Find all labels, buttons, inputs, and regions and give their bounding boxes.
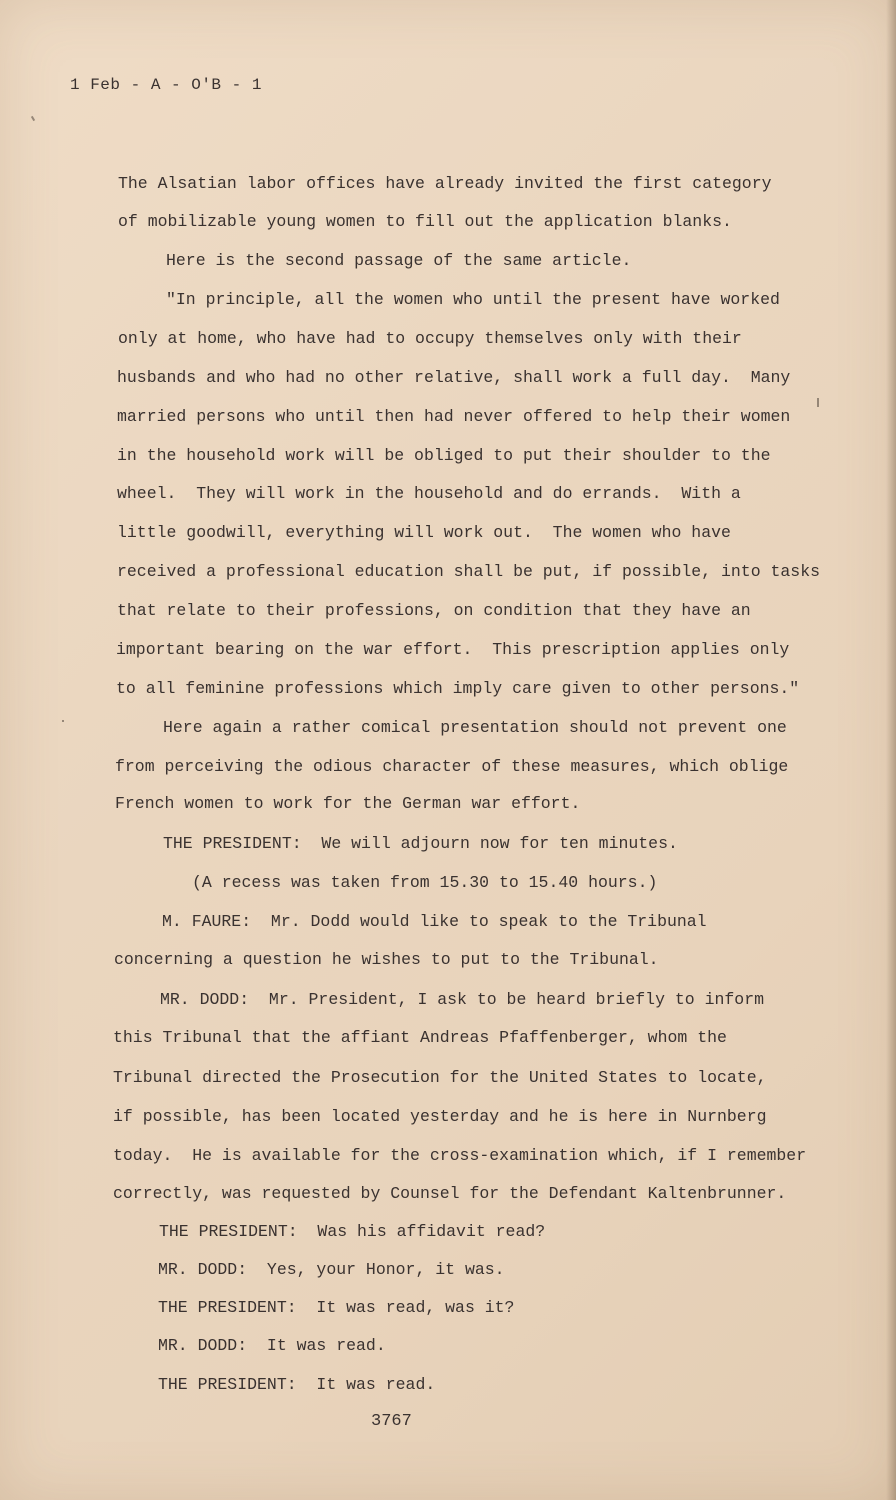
paper-speck	[817, 398, 819, 407]
transcript-line: Tribunal directed the Prosecution for the United States to locate,	[113, 1068, 767, 1087]
page-number: 3767	[371, 1412, 412, 1431]
paper-speck	[62, 720, 64, 722]
transcript-line: married persons who until then had never offered to help their women	[117, 407, 791, 426]
transcript-line: wheel. They will work in the household and do errands. With a	[117, 484, 741, 503]
transcript-line: The Alsatian labor offices have already invited the first category	[118, 174, 772, 193]
transcript-line: only at home, who have had to occupy themselves only with their	[118, 329, 742, 348]
transcript-line: correctly, was requested by Counsel for the Defendant Kaltenbrunner.	[113, 1184, 787, 1203]
transcript-line: THE PRESIDENT: We will adjourn now for ten minutes.	[163, 834, 678, 853]
transcript-line: this Tribunal that the affiant Andreas Pfaffenberger, whom the	[113, 1028, 727, 1047]
transcript-line: THE PRESIDENT: It was read.	[158, 1375, 436, 1394]
transcript-line: little goodwill, everything will work out. The women who have	[117, 523, 731, 542]
transcript-line: from perceiving the odious character of these measures, which oblige	[115, 757, 789, 776]
transcript-line: THE PRESIDENT: Was his affidavit read?	[159, 1222, 546, 1241]
transcript-line: received a professional education shall be put, if possible, into tasks	[117, 562, 821, 581]
transcript-line: today. He is available for the cross-examination which, if I remember	[113, 1146, 807, 1165]
transcript-line: if possible, has been located yesterday and he is here in Nurnberg	[113, 1107, 767, 1126]
transcript-line: THE PRESIDENT: It was read, was it?	[158, 1298, 515, 1317]
transcript-line: MR. DODD: It was read.	[158, 1336, 386, 1355]
transcript-line: that relate to their professions, on condition that they have an	[117, 601, 751, 620]
transcript-line: French women to work for the German war effort.	[115, 794, 581, 813]
transcript-line: MR. DODD: Mr. President, I ask to be heard briefly to inform	[160, 990, 764, 1009]
transcript-line: M. FAURE: Mr. Dodd would like to speak to the Tribunal	[162, 912, 707, 931]
transcript-line: MR. DODD: Yes, your Honor, it was.	[158, 1260, 505, 1279]
transcript-line: important bearing on the war effort. This prescription applies only	[116, 640, 790, 659]
transcript-line: (A recess was taken from 15.30 to 15.40 hours.)	[192, 873, 658, 892]
transcript-line: Here again a rather comical presentation should not prevent one	[163, 718, 787, 737]
transcript-line: to all feminine professions which imply care given to other persons."	[116, 679, 800, 698]
transcript-line: husbands and who had no other relative, shall work a full day. Many	[117, 368, 791, 387]
transcript-line: Here is the second passage of the same article.	[166, 251, 632, 270]
page-header-reference: 1 Feb - A - O'B - 1	[70, 76, 262, 94]
transcript-line: of mobilizable young women to fill out the application blanks.	[118, 212, 732, 231]
transcript-line: "In principle, all the women who until the present have worked	[166, 290, 780, 309]
transcript-line: concerning a question he wishes to put to the Tribunal.	[114, 950, 659, 969]
transcript-line: in the household work will be obliged to put their shoulder to the	[117, 446, 771, 465]
